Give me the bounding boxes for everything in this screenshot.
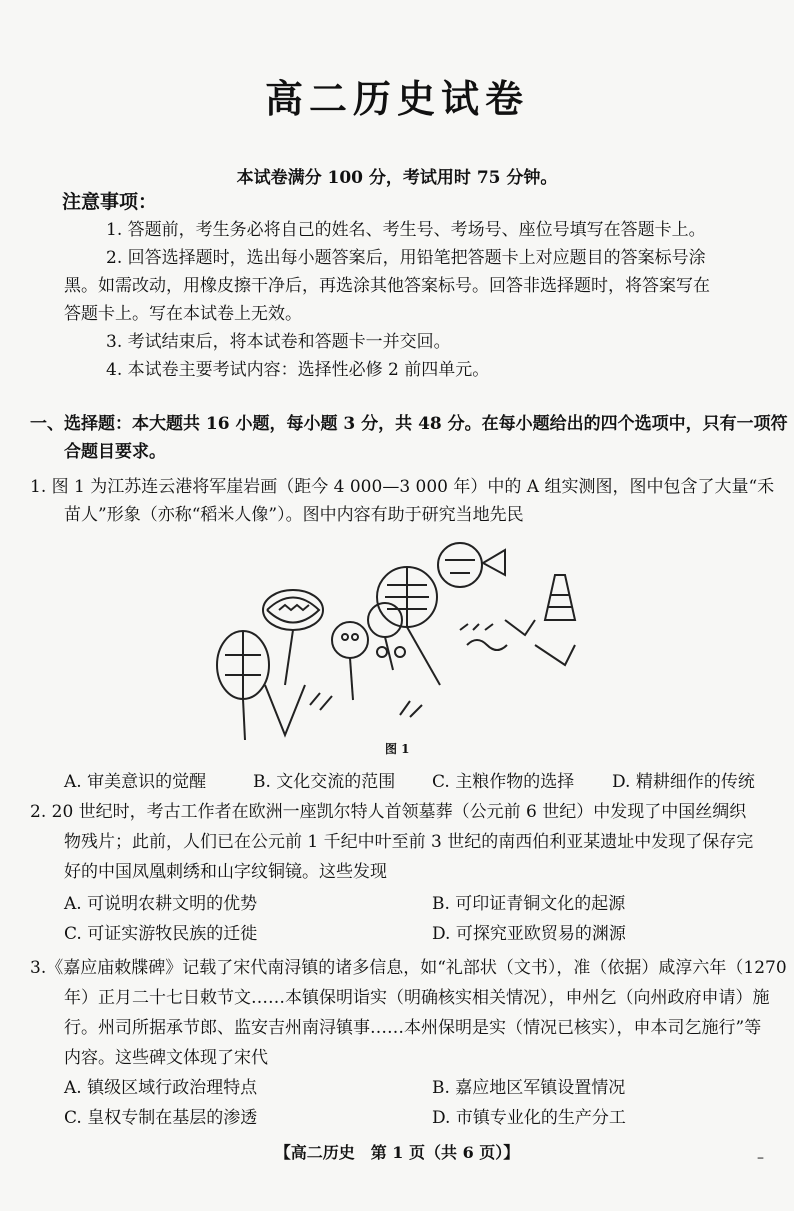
option-d: D. 可探究亚欧贸易的渊源: [432, 924, 626, 944]
exam-info: 本试卷满分 100 分，考试用时 75 分钟。: [236, 168, 558, 188]
question-2-stem-cont: 好的中国凤凰刺绣和山字纹铜镜。这些发现: [64, 862, 387, 882]
option-d: D. 市镇专业化的生产分工: [432, 1108, 626, 1128]
option-c: C. 皇权专制在基层的渗透: [64, 1108, 258, 1128]
page-footer: 【高二历史 第 1 页（共 6 页）】: [274, 1143, 520, 1162]
notice-line: 2. 回答选择题时，选出每小题答案后，用铅笔把答题卡上对应题目的答案标号涂: [106, 248, 706, 268]
notice-line: 1. 答题前，考生务必将自己的姓名、考生号、考场号、座位号填写在答题卡上。: [106, 220, 706, 240]
question-3-stem-cont: 行。州司所据承节郎、监安吉州南浔镇事……本州保明是实（情况已核实），申本司乞施行”等: [64, 1018, 762, 1038]
corner-mark: –: [757, 1150, 764, 1166]
notice-line: 3. 考试结束后，将本试卷和答题卡一并交回。: [106, 332, 451, 352]
option-d: D. 精耕细作的传统: [612, 772, 755, 792]
question-2-stem-cont: 物残片；此前，人们已在公元前 1 千纪中叶至前 3 世纪的南西伯利亚某遗址中发现了保存完: [64, 832, 754, 852]
question-1-stem-cont: 苗人”形象（亦称“稻米人像”）。图中内容有助于研究当地先民: [64, 505, 524, 525]
option-b: B. 可印证青铜文化的起源: [432, 894, 626, 914]
section-heading-cont: 合题目要求。: [64, 442, 166, 462]
notice-line: 黑。如需改动，用橡皮擦干净后，再选涂其他答案标号。回答非选择题时，将答案写在: [64, 276, 710, 296]
question-1-stem: 1. 图 1 为江苏连云港将军崖岩画（距今 4 000—3 000 年）中的 A 组实测图，图中包含了大量“禾: [30, 477, 775, 497]
option-b: B. 文化交流的范围: [253, 772, 396, 792]
option-a: A. 镇级区域行政治理特点: [64, 1078, 258, 1098]
option-a: A. 审美意识的觉醒: [64, 772, 207, 792]
option-b: B. 嘉应地区军镇设置情况: [432, 1078, 626, 1098]
rock-painting-figure: [205, 535, 605, 740]
question-2-stem: 2. 20 世纪时，考古工作者在欧洲一座凯尔特人首领墓葬（公元前 6 世纪）中发现了中国丝绸织: [30, 802, 747, 822]
option-a: A. 可说明农耕文明的优势: [64, 894, 258, 914]
notice-heading: 注意事项：: [62, 191, 158, 213]
question-3-stem-cont: 年）正月二十七日敕节文……本镇保明诣实（明确核实相关情况），申州乞（向州政府申请）施: [64, 988, 770, 1008]
notice-line: 答题卡上。写在本试卷上无效。: [64, 304, 302, 324]
question-3-stem: 3.《嘉应庙敕牒碑》记载了宋代南浔镇的诸多信息，如“礼部状（文书），准（依据）咸淳六年（1270: [30, 958, 787, 978]
notice-line: 4. 本试卷主要考试内容：选择性必修 2 前四单元。: [106, 360, 490, 380]
question-3-stem-cont: 内容。这些碑文体现了宋代: [64, 1048, 268, 1068]
figure-caption: 图 1: [385, 742, 410, 756]
section-heading: 一、选择题：本大题共 16 小题，每小题 3 分，共 48 分。在每小题给出的四个选项中，只有一项符: [30, 414, 788, 434]
page-title: 高二历史试卷: [264, 77, 529, 121]
option-c: C. 主粮作物的选择: [432, 772, 575, 792]
option-c: C. 可证实游牧民族的迁徙: [64, 924, 258, 944]
